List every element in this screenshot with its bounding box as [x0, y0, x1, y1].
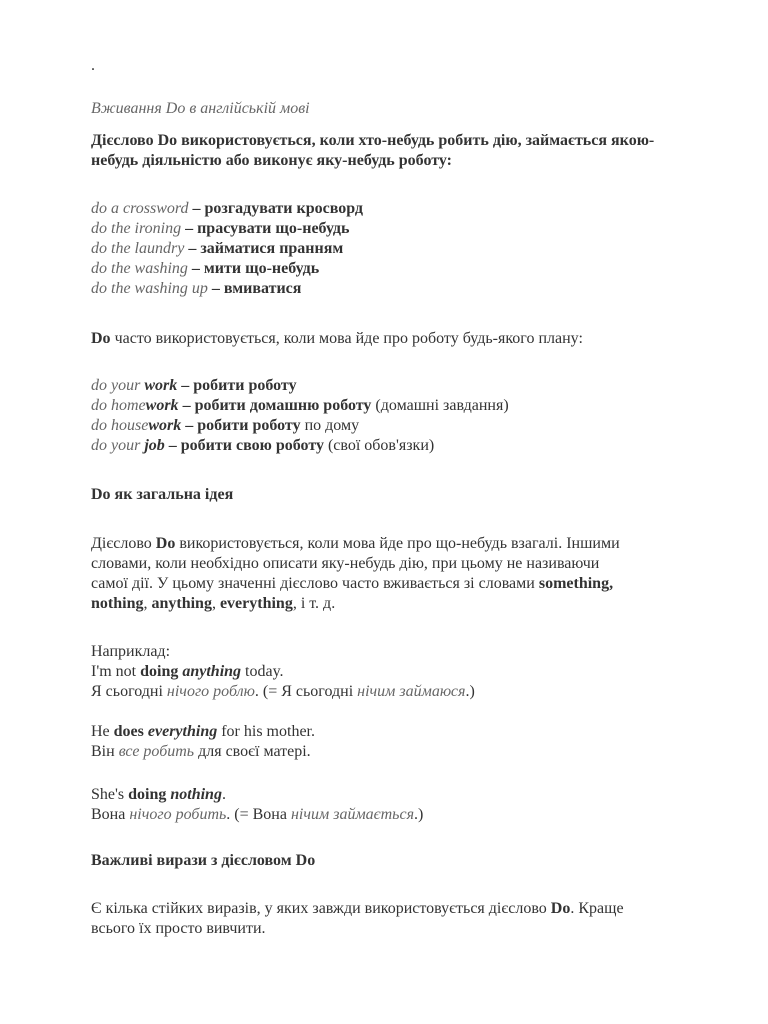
list-item: do the laundry – займатися пранням	[91, 240, 344, 257]
heading-important-expressions: Важливі вирази з дієсловом Do	[91, 852, 316, 869]
list-item: do homework – робити домашню роботу (домашні завдання)	[91, 397, 509, 414]
example-english: I'm not doing anything today.	[91, 663, 284, 680]
list-item: do the ironing – прасувати що-небудь	[91, 220, 350, 237]
list-item: do the washing up – вмиватися	[91, 280, 302, 297]
list-item: do a crossword – розгадувати кросворд	[91, 200, 364, 217]
example-translation: Я сьогодні нічого роблю. (= Я сьогодні нічим займаюся.)	[91, 683, 475, 700]
list-item: do your work – робити роботу	[91, 377, 297, 394]
paragraph-do-work: Do часто використовується, коли мова йде про роботу будь-якого плану:	[91, 330, 583, 347]
example-block	[91, 785, 703, 825]
example-translation: Вона нічого робить. (= Вона нічим займається.)	[91, 806, 424, 823]
list-item: do housework – робити роботу по дому	[91, 417, 360, 434]
example-block: Наприклад: I'm not doing anything today. Я сьогодні нічого роблю. (= Я сьогодні нічим займаюся.)	[91, 642, 703, 702]
phrase-list-work	[91, 376, 703, 456]
example-block	[91, 722, 703, 762]
list-item: do your job – робити свою роботу (свої обов'язки)	[91, 437, 435, 454]
example-english: She's doing nothing.	[91, 786, 226, 803]
heading-usage-do: Вживання Do в англійській мові	[91, 100, 310, 117]
list-item: do the washing – мити що-небудь	[91, 260, 320, 277]
heading-general-idea: Do як загальна ідея	[91, 486, 234, 503]
phrase-list-household	[91, 199, 703, 299]
paragraph-general-idea: Дієслово Do використовується, коли мова йде про що-небудь взагалі. Іншими словами, коли необхідно описати яку-небудь дію, при цьому не називаючи самої дії. У цьому значенні дієслово часто вживається зі словами something, nothing, anything, everything, і т. д.	[91, 535, 620, 612]
paragraph-fixed-expressions: Є кілька стійких виразів, у яких завжди використовується дієслово Do. Краще всього їх просто вивчити.	[91, 900, 624, 937]
example-translation: Він все робить для своєї матері.	[91, 743, 311, 760]
example-english: He does everything for his mother.	[91, 723, 315, 740]
stray-dot: .	[91, 57, 95, 74]
intro-paragraph: Дієслово Do використовується, коли хто-небудь робить дію, займається якою- небудь діяльністю або виконує яку-небудь роботу:	[91, 132, 655, 169]
